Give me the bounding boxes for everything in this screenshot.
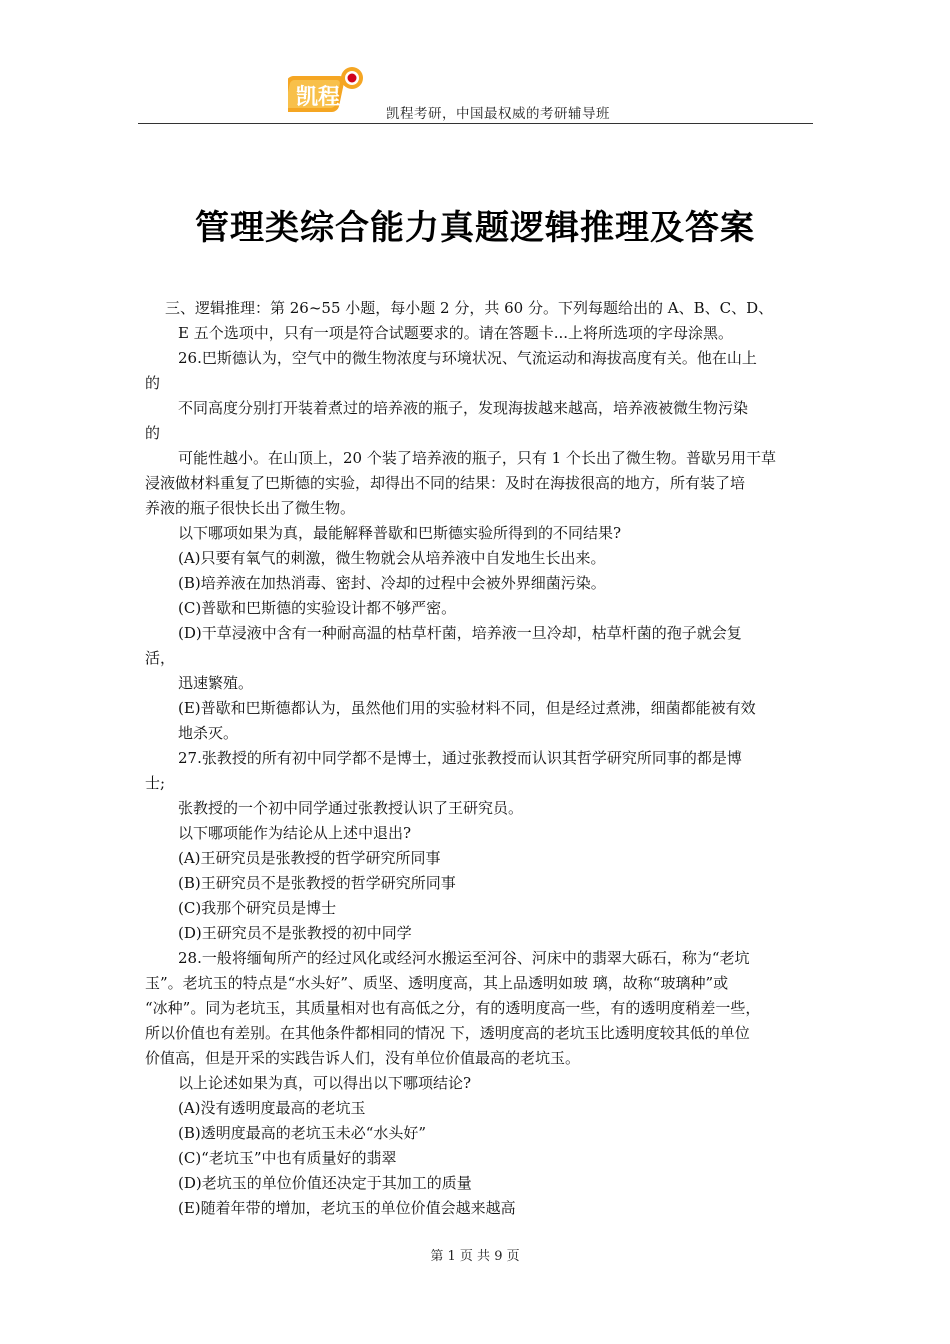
text-line: 以下哪项能作为结论从上述中退出?: [178, 824, 412, 842]
text-line: 活，: [145, 649, 176, 667]
text-line: 浸液做材料重复了巴斯德的实验，却得出不同的结果：及时在海拔很高的地方，所有装了培: [145, 474, 746, 492]
text-line: 养液的瓶子很快长出了微生物。: [145, 499, 356, 517]
text-line: (B)培养液在加热消毒、密封、冷却的过程中会被外界细菌污染。: [178, 574, 606, 592]
text-line: 迅速繁殖。: [178, 674, 254, 692]
kaicheng-logo: [288, 64, 374, 116]
document-title: 管理类综合能力真题逻辑推理及答案: [195, 208, 755, 248]
document-body: [145, 296, 810, 1221]
text-line: (A)没有透明度最高的老坑玉: [178, 1099, 366, 1117]
text-line: 28.一般将缅甸所产的经过风化或经河水搬运至河谷、河床中的翡翠大砾石，称为“老坑: [178, 949, 750, 967]
header-divider: [138, 123, 813, 124]
text-line: 可能性越小。在山顶上，20 个装了培养液的瓶子，只有 1 个长出了微生物。普歇另用干草: [178, 449, 776, 467]
text-line: 玉”。老坑玉的特点是“水头好”、质坚、透明度高，其上品透明如玻 璃，故称“玻璃种”或: [145, 974, 729, 992]
text-line: 张教授的一个初中同学通过张教授认识了王研究员。: [178, 799, 524, 817]
text-line: (B)透明度最高的老坑玉未必“水头好”: [178, 1124, 427, 1142]
text-line: (E)随着年带的增加，老坑玉的单位价值会越来越高: [178, 1199, 516, 1217]
text-line: E 五个选项中，只有一项是符合试题要求的。请在答题卡...上将所选项的字母涂黑。: [178, 324, 734, 342]
page-number: 第 1 页 共 9 页: [430, 1249, 520, 1264]
text-line: 所以价值也有差别。在其他条件都相同的情况 下，透明度高的老坑玉比透明度较其低的单位: [145, 1024, 750, 1042]
text-line: (E)普歇和巴斯德都认为，虽然他们用的实验材料不同，但是经过煮沸，细菌都能被有效: [178, 699, 756, 717]
text-line: 27.张教授的所有初中同学都不是博士，通过张教授而认识其哲学研究所同事的都是博: [178, 749, 742, 767]
text-line: 26.巴斯德认为，空气中的微生物浓度与环境状况、气流运动和海拔高度有关。他在山上: [178, 349, 757, 367]
text-line: (C)“老坑玉”中也有质量好的翡翠: [178, 1149, 397, 1167]
text-line: 的: [145, 424, 161, 442]
text-line: 不同高度分别打开装着煮过的培养液的瓶子，发现海拔越来越高，培养液被微生物污染: [178, 399, 749, 417]
text-line: 以下哪项如果为真，最能解释普歇和巴斯德实验所得到的不同结果?: [178, 524, 622, 542]
logo-text: 凯程: [295, 85, 341, 110]
header-slogan: 凯程考研，中国最权威的考研辅导班: [386, 106, 610, 122]
text-line: “冰种”。同为老坑玉，其质量相对也有高低之分，有的透明度高一些，有的透明度稍差一些，: [145, 999, 761, 1017]
text-line: 的: [145, 374, 161, 392]
text-line: 价值高，但是开采的实践告诉人们，没有单位价值最高的老坑玉。: [145, 1049, 581, 1067]
text-line: 士;: [145, 774, 166, 792]
text-line: (A)只要有氧气的刺激，微生物就会从培养液中自发地生长出来。: [178, 549, 606, 567]
text-line: (D)干草浸液中含有一种耐高温的枯草杆菌，培养液一旦冷却，枯草杆菌的孢子就会复: [178, 624, 742, 642]
text-line: (D)王研究员不是张教授的初中同学: [178, 924, 412, 942]
text-line: 三、逻辑推理：第 26~55 小题，每小题 2 分，共 60 分。下列每题给出的 A、B、C、D、: [165, 299, 774, 317]
page-header: [138, 62, 813, 124]
text-line: (D)老坑玉的单位价值还决定于其加工的质量: [178, 1174, 472, 1192]
text-line: (C)普歇和巴斯德的实验设计都不够严密。: [178, 599, 457, 617]
text-line: 以上论述如果为真，可以得出以下哪项结论?: [178, 1074, 472, 1092]
text-line: (C)我那个研究员是博士: [178, 899, 337, 917]
text-line: (A)王研究员是张教授的哲学研究所同事: [178, 849, 441, 867]
text-line: 地杀灭。: [178, 724, 239, 742]
text-line: (B)王研究员不是张教授的哲学研究所同事: [178, 874, 456, 892]
page-footer: [0, 1245, 950, 1264]
